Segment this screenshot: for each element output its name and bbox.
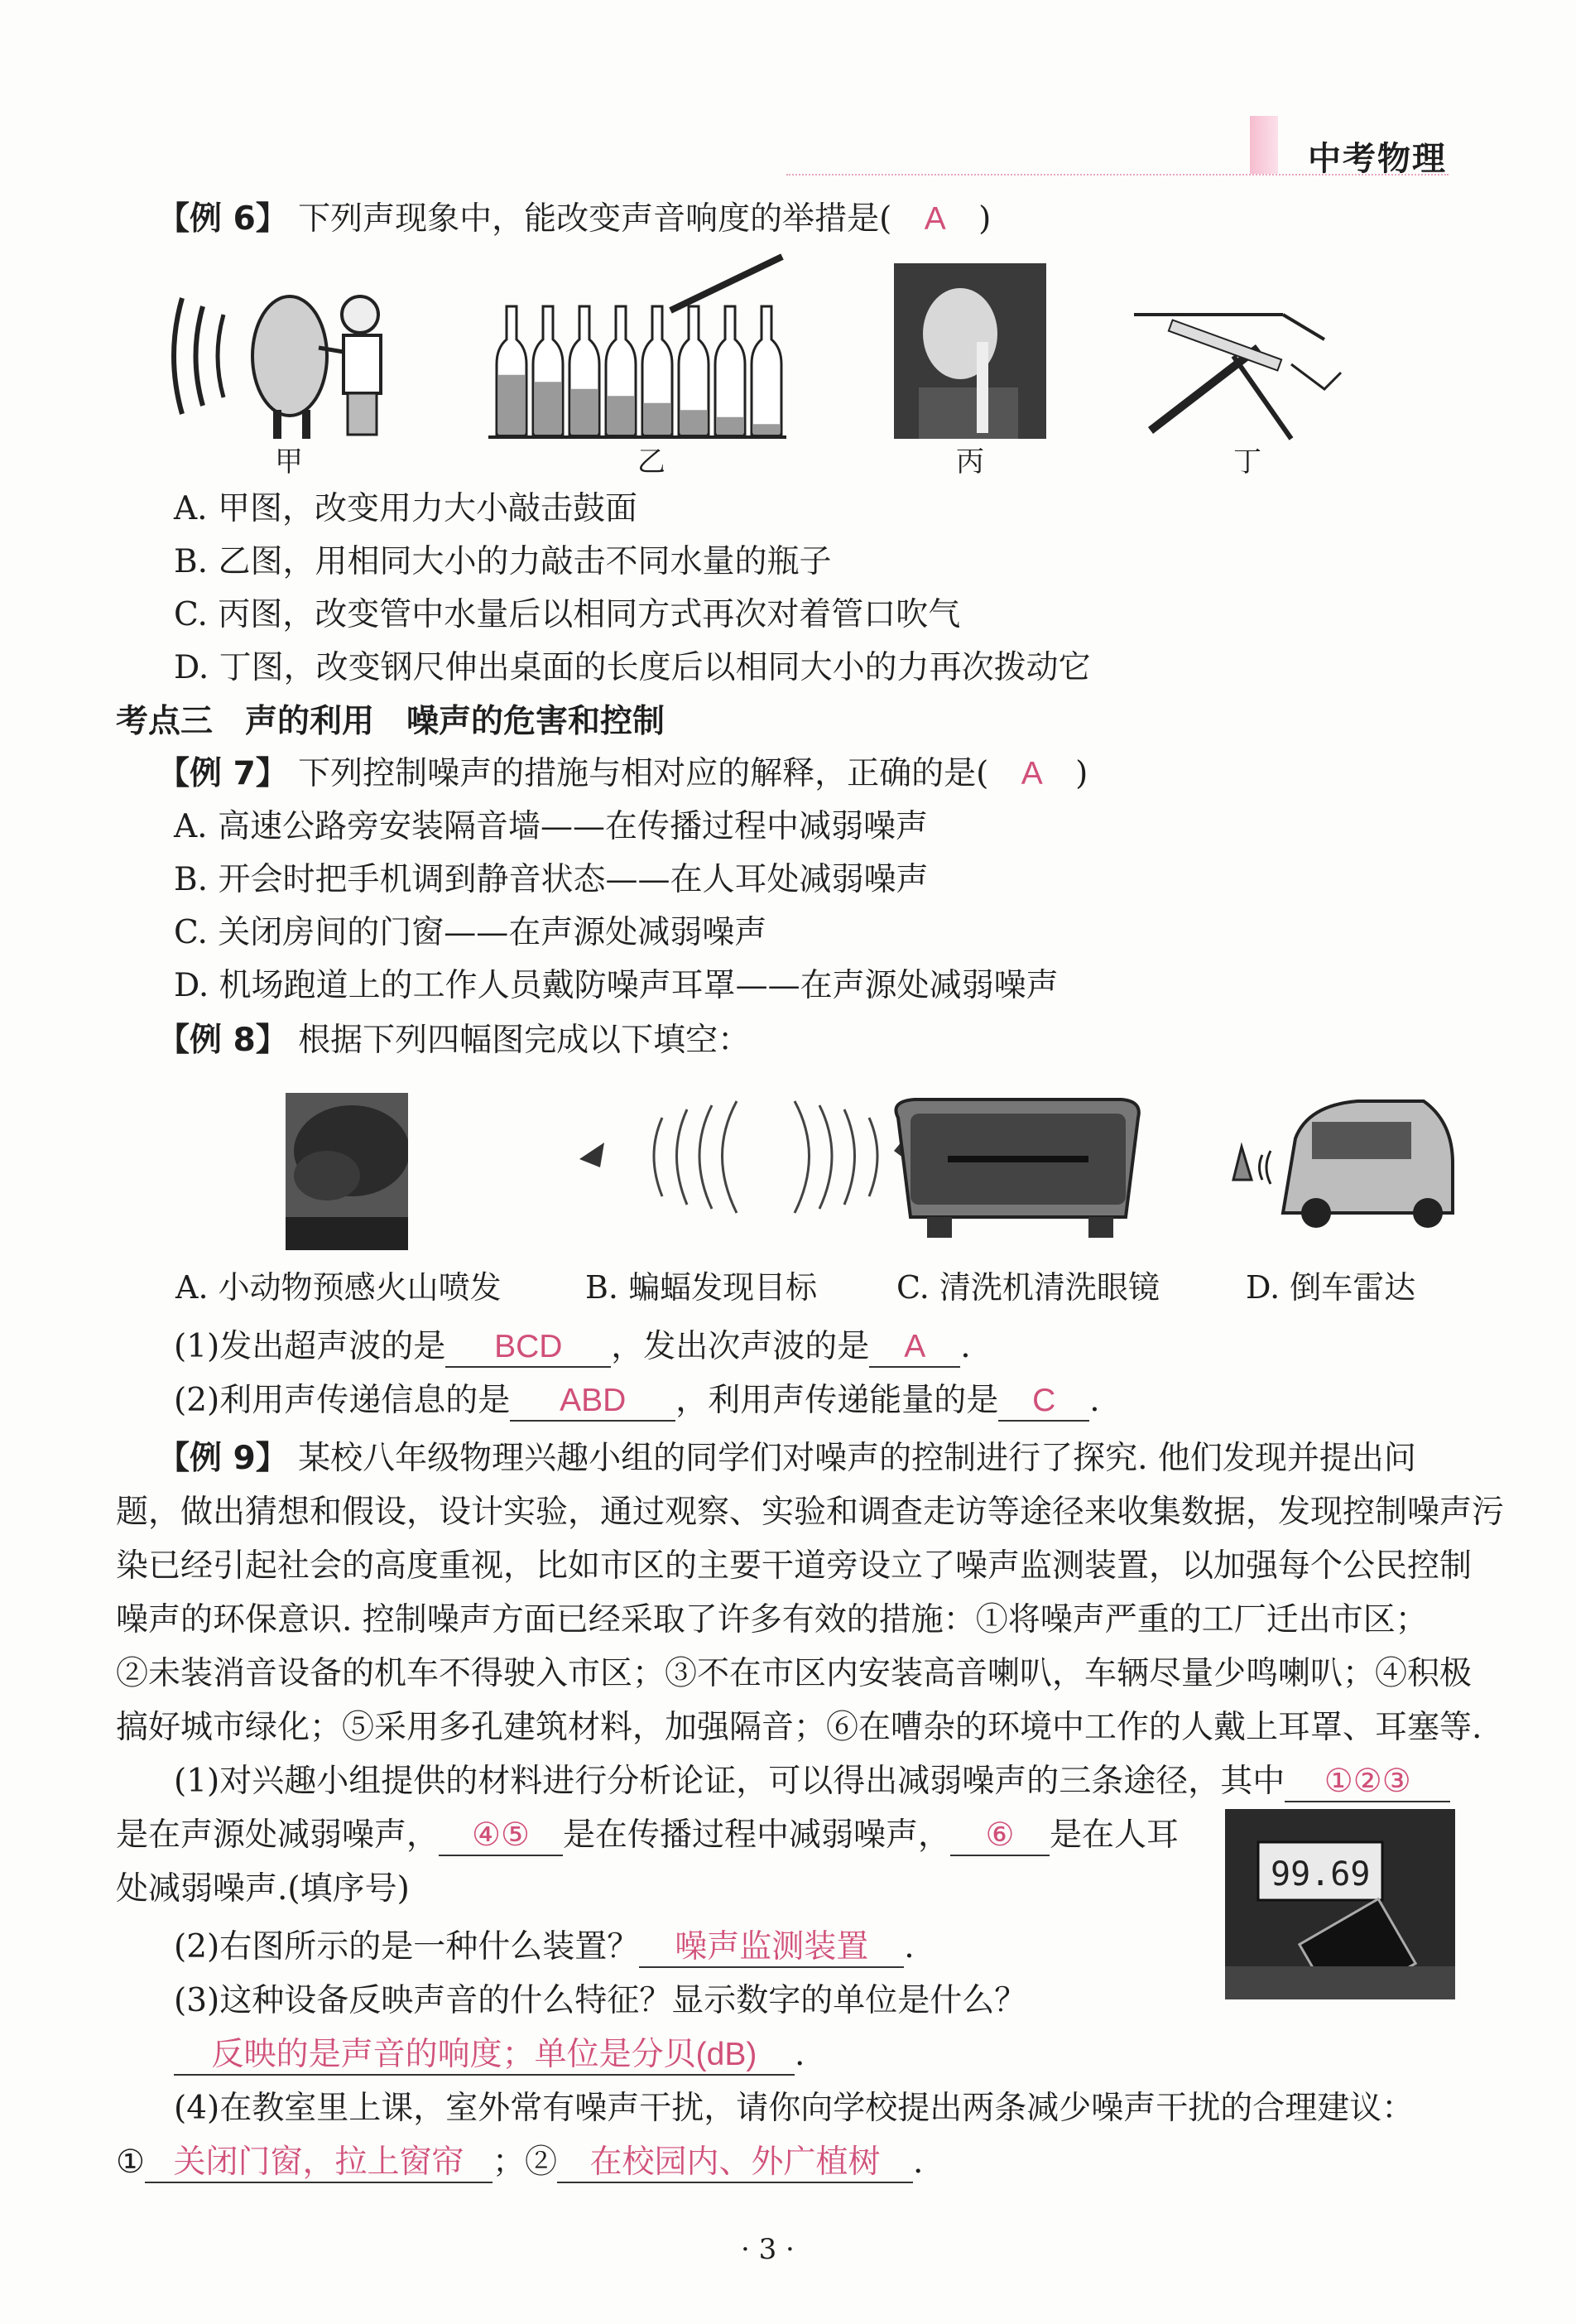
ex9-q1-text-c: 是在人耳 <box>1050 1816 1180 1854</box>
ex8-q2-answer2: C <box>998 1382 1089 1422</box>
ex8-q2-text-b: ，利用声传递能量的是 <box>675 1382 999 1419</box>
ex9-q3-end: . <box>795 2036 805 2073</box>
ex7-label: 【例 7】 <box>157 755 288 792</box>
ex9-q4-num1: ① <box>116 2144 145 2181</box>
ex9-q1-answer2: ④⑤ <box>439 1816 563 1856</box>
bottle-water <box>571 389 598 435</box>
ex9-q2 <box>174 1925 915 1970</box>
ex8-caption-d: D. 倒车雷达 <box>1246 1269 1416 1306</box>
ex7-question-text: 下列控制噪声的措施与相对应的解释，正确的是( <box>298 755 989 792</box>
ex6-option-b: B. 乙图，用相同大小的力敲击不同水量的瓶子 <box>174 543 832 580</box>
ex9-q1-line1 <box>174 1759 1450 1804</box>
ex8-question <box>157 1018 750 1063</box>
ex9-q4-answer1: 关闭门窗，拉上窗帘 <box>145 2144 492 2183</box>
ex6-option-a: A. 甲图，改变用力大小敲击鼓面 <box>174 490 637 527</box>
ex9-q2-answer: 噪声监测装置 <box>639 1928 904 1968</box>
ex7-option-d: D. 机场跑道上的工作人员戴防噪声耳罩——在声源处减弱噪声 <box>174 967 1059 1004</box>
ex9-q4-answers <box>116 2140 923 2185</box>
ex9-q4-sep: ；② <box>492 2144 557 2181</box>
header-decor-band <box>1250 116 1278 174</box>
ex9-q1-text-b: 是在传播过程中减弱噪声， <box>563 1816 951 1854</box>
car-radar-figure <box>1217 1089 1457 1229</box>
ex9-q3-answer: 反映的是声音的响度；单位是分贝(dB) <box>174 2036 795 2076</box>
ex7-option-b: B. 开会时把手机调到静音状态——在人耳处减弱噪声 <box>174 861 929 898</box>
ex9-q1-line3: 处减弱噪声.(填序号) <box>116 1870 410 1908</box>
ex9-q2-text: (2)右图所示的是一种什么装置？ <box>174 1928 640 1966</box>
bottles-figure <box>488 248 786 439</box>
ex8-q1-text-b: ，发出次声波的是 <box>611 1328 870 1365</box>
ex8-q2-end: . <box>1089 1382 1100 1419</box>
ex8-question-text: 根据下列四幅图完成以下填空： <box>298 1022 751 1059</box>
ex9-para-text-1: 某校八年级物理兴趣小组的同学们对噪声的控制进行了探究. 他们发现并提出问 <box>298 1440 1416 1477</box>
ex6-caption-yi: 乙 <box>637 445 665 479</box>
ex6-question-text: 下列声现象中，能改变声音响度的举措是( <box>298 200 892 238</box>
bottle-water <box>680 410 707 435</box>
ex8-q2 <box>174 1379 1100 1423</box>
ex7-option-c: C. 关闭房间的门窗——在声源处减弱噪声 <box>174 914 767 951</box>
ex9-q3: (3)这种设备反映声音的什么特征？显示数字的单位是什么？ <box>174 1982 1027 2019</box>
girl-blowing-photo <box>894 263 1046 439</box>
cleaner-figure <box>890 1093 1146 1242</box>
ex8-q2-text-a: (2)利用声传递信息的是 <box>174 1382 511 1419</box>
ex8-q1-answer2: A <box>869 1328 960 1368</box>
ex6-option-d: D. 丁图，改变钢尺伸出桌面的长度后以相同大小的力再次拨动它 <box>174 649 1091 686</box>
ex9-para-line-4: 噪声的环保意识. 控制噪声方面已经采取了许多有效的措施：①将噪声严重的工厂迁出市区； <box>116 1601 1428 1638</box>
ex9-q1-line2 <box>116 1813 1179 1858</box>
ex7-answer: A <box>1021 756 1043 792</box>
ex9-para-line-1 <box>157 1436 1416 1481</box>
ex7-close: ) <box>1075 755 1088 792</box>
drum-figure <box>166 265 414 439</box>
volcano-photo <box>286 1093 408 1250</box>
ex9-q1-text: (1)对兴趣小组提供的材料进行分析论证，可以得出减弱噪声的三条途径，其中 <box>174 1763 1285 1800</box>
ex9-q1-answer1: ①②③ <box>1285 1763 1450 1802</box>
page-number: · 3 · <box>741 2233 795 2266</box>
monitor-display-value: 99.69 <box>1271 1855 1371 1893</box>
bottle-water <box>535 382 561 435</box>
ex9-q1-answer3: ⑥ <box>950 1816 1050 1856</box>
ex9-q2-end: . <box>904 1928 915 1966</box>
ex6-answer: A <box>924 201 946 237</box>
bottle <box>715 306 745 435</box>
ex7-question <box>157 752 1088 796</box>
ex9-q4: (4)在教室里上课，室外常有噪声干扰，请你向学校提出两条减少噪声干扰的合理建议： <box>174 2090 1415 2127</box>
ex8-q1-end: . <box>960 1328 971 1365</box>
bottle <box>752 306 781 435</box>
ex9-q4-answer2: 在校园内、外广植树 <box>557 2144 913 2183</box>
ex8-q2-answer1: ABD <box>510 1382 675 1422</box>
ex6-caption-bing: 丙 <box>956 445 984 479</box>
ex8-caption-a: A. 小动物预感火山喷发 <box>175 1269 502 1306</box>
ex6-close: ) <box>978 200 992 238</box>
ex6-option-c: C. 丙图，改变管中水量后以相同方式再次对着管口吹气 <box>174 596 961 633</box>
ex8-q1 <box>174 1325 971 1369</box>
ex8-caption-c: C. 清洗机清洗眼镜 <box>896 1269 1160 1306</box>
noise-monitor-photo <box>1225 1809 1455 1999</box>
bottle-water <box>753 424 780 435</box>
ex7-option-a: A. 高速公路旁安装隔音墙——在传播过程中减弱噪声 <box>174 808 928 845</box>
bottle-water <box>498 375 525 435</box>
ex9-para-line-5: ②未装消音设备的机车不得驶入市区；③不在市区内安装高音喇叭，车辆尽量少鸣喇叭；④积极 <box>116 1655 1473 1692</box>
ex8-caption-b: B. 蝙蝠发现目标 <box>585 1269 818 1306</box>
ex9-q1-text-a: 是在声源处减弱噪声， <box>116 1816 440 1854</box>
ex6-label: 【例 6】 <box>157 200 288 238</box>
header-title: 中考物理 <box>1308 140 1447 178</box>
bottle-water <box>717 417 743 435</box>
ex6-caption-ding: 丁 <box>1233 445 1261 479</box>
ex6-question <box>157 197 991 242</box>
ex8-q1-text-a: (1)发出超声波的是 <box>174 1328 446 1365</box>
ex9-para-line-3: 染已经引起社会的高度重视，比如市区的主要干道旁设立了噪声监测装置，以加强每个公民控制 <box>116 1547 1473 1585</box>
ex6-caption-jia: 甲 <box>275 445 303 479</box>
ex8-q1-answer1: BCD <box>445 1328 611 1368</box>
section3-title: 考点三 声的利用 噪声的危害和控制 <box>116 703 665 740</box>
ex8-label: 【例 8】 <box>157 1022 288 1059</box>
ex9-para-line-2: 题，做出猜想和假设，设计实验，通过观察、实验和调查走访等途径来收集数据，发现控制噪声污 <box>116 1494 1505 1531</box>
bottle-water <box>644 403 670 435</box>
bottle-water <box>608 396 634 435</box>
ex9-q3-answer-line <box>174 2033 805 2077</box>
ruler-table-figure <box>1134 306 1366 447</box>
ex9-q4-end: . <box>912 2144 924 2181</box>
ex9-label: 【例 9】 <box>157 1440 288 1477</box>
ex9-para-line-6: 搞好城市绿化；⑤采用多孔建筑材料，加强隔音；⑥在嘈杂的环境中工作的人戴上耳罩、耳塞等. <box>116 1709 1482 1746</box>
